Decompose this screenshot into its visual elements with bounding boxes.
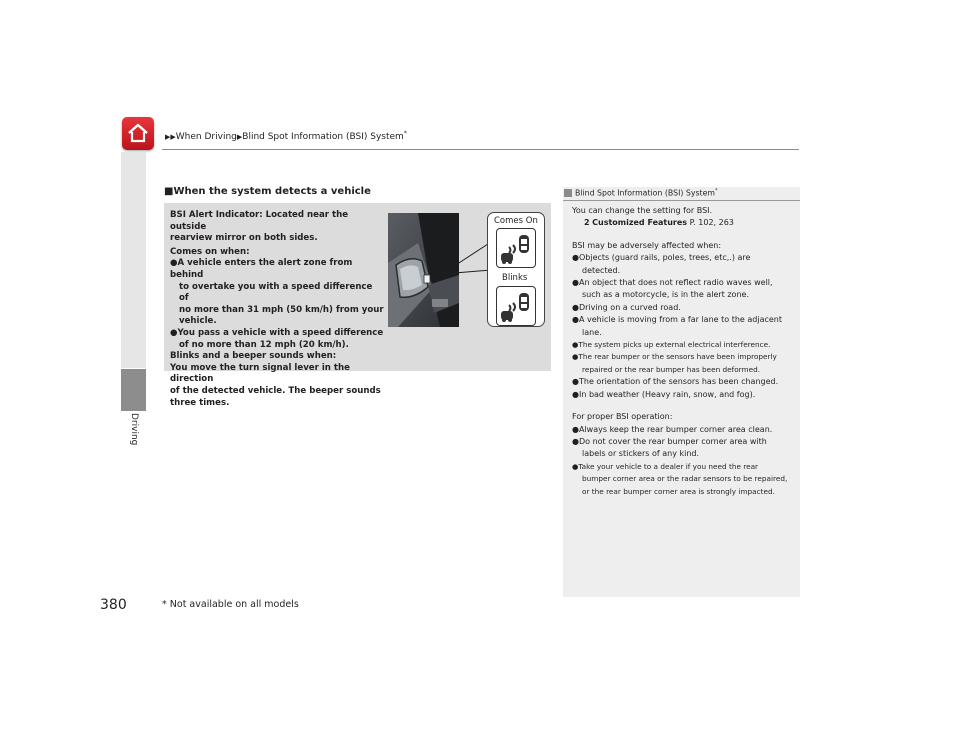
note-rule xyxy=(563,200,800,201)
bullet-line: ●A vehicle enters the alert zone from behind xyxy=(170,258,353,280)
alert-indicator-line: rearview mirror on both sides. xyxy=(170,233,318,244)
breadcrumb-bsi[interactable]: Blind Spot Information (BSI) System xyxy=(242,132,404,142)
note-bullet: labels or stickers of any kind. xyxy=(582,449,700,459)
note-line: For proper BSI operation: xyxy=(572,412,673,422)
side-tab-strip xyxy=(121,152,146,368)
alert-indicator-line: BSI Alert Indicator: Located near the outside xyxy=(170,210,349,232)
cross-reference-link[interactable] xyxy=(572,217,796,229)
footnote: * Not available on all models xyxy=(162,599,299,610)
note-bullet: ●The rear bumper or the sensors have been improperly xyxy=(572,352,777,362)
note-bullet: detected. xyxy=(582,265,621,275)
bullet-line: to overtake you with a speed difference of xyxy=(179,281,373,304)
chapter-tab-driving[interactable] xyxy=(121,369,146,411)
breadcrumb xyxy=(165,130,407,142)
reference-title: Customized Features xyxy=(592,218,688,228)
bullet-line: no more than 31 mph (50 km/h) from your xyxy=(179,304,384,315)
note-line: You can change the setting for BSI. xyxy=(572,206,713,215)
blinks-label: Blinks xyxy=(502,273,528,283)
bullet-line: of no more than 12 mph (20 km/h). xyxy=(179,339,349,350)
note-bullet: or the rear bumper corner area is strongly impacted. xyxy=(582,486,775,496)
section-title-text: When the system detects a vehicle xyxy=(173,186,371,197)
note-bullet: ●The orientation of the sensors has been changed. xyxy=(572,377,779,387)
breadcrumb-arrow-icon: ▶▶ xyxy=(165,133,176,141)
note-bullet: such as a motorcycle, is in the alert zone. xyxy=(582,290,749,300)
breadcrumb-arrow-icon: ▶ xyxy=(236,133,243,141)
section-title xyxy=(164,186,371,197)
breadcrumb-when-driving[interactable]: When Driving xyxy=(175,132,237,142)
note-bullet: ●Do not cover the rear bumper corner area with xyxy=(572,436,767,446)
reference-pages: P. 102, 263 xyxy=(687,218,734,228)
action-line: three times. xyxy=(170,397,230,408)
bsi-indicator-blinks-icon xyxy=(496,286,536,326)
bullet-line: vehicle. xyxy=(179,316,217,327)
note-line: BSI may be adversely affected when: xyxy=(572,240,722,250)
section-square-icon: ■ xyxy=(164,186,174,197)
action-line: You move the turn signal lever in the direction xyxy=(170,362,350,385)
note-text xyxy=(572,205,796,498)
note-bullet: ●An object that does not reflect radio waves well, xyxy=(572,278,773,288)
chapter-label xyxy=(121,411,146,451)
note-bullet: ●In bad weather (Heavy rain, snow, and fog). xyxy=(572,389,756,399)
note-bullet: repaired or the rear bumper has been deformed. xyxy=(582,364,761,374)
note-bullet: ●Objects (guard rails, poles, trees, etc,.) are xyxy=(572,253,751,263)
chapter-label-text: Driving xyxy=(129,413,139,446)
blinks-when-heading: Blinks and a beeper sounds when: xyxy=(170,351,337,362)
home-button[interactable] xyxy=(122,117,154,150)
alert-box-text xyxy=(170,210,384,409)
indicator-pointer-lines xyxy=(440,230,492,275)
action-line: of the detected vehicle. The beeper sounds xyxy=(170,385,381,396)
home-icon xyxy=(127,123,149,143)
bsi-indicator-comes-on-icon xyxy=(496,228,536,268)
reference-arrow-icon: 2 xyxy=(584,218,590,228)
note-marker-icon xyxy=(564,189,572,197)
note-title: Blind Spot Information (BSI) System xyxy=(575,188,715,198)
note-title-mark: * xyxy=(714,188,718,194)
not-all-models-mark: * xyxy=(403,130,407,137)
comes-on-when-heading: Comes on when: xyxy=(170,246,250,257)
bullet-line: ●You pass a vehicle with a speed difference xyxy=(170,327,384,338)
page-number: 380 xyxy=(100,597,127,613)
note-bullet: ●A vehicle is moving from a far lane to the adjacent xyxy=(572,315,782,325)
note-bullet: lane. xyxy=(582,327,602,337)
note-bullet: ●Take your vehicle to a dealer if you need the rear xyxy=(572,461,759,471)
header-rule xyxy=(162,149,799,150)
note-header xyxy=(563,187,800,201)
comes-on-label: Comes On xyxy=(494,216,538,226)
note-bullet: ●The system picks up external electrical interference. xyxy=(572,340,771,350)
note-bullet: bumper corner area or the radar sensors to be repaired, xyxy=(582,474,788,484)
note-bullet: ●Driving on a curved road. xyxy=(572,302,681,312)
note-bullet: ●Always keep the rear bumper corner area clean. xyxy=(572,424,773,434)
